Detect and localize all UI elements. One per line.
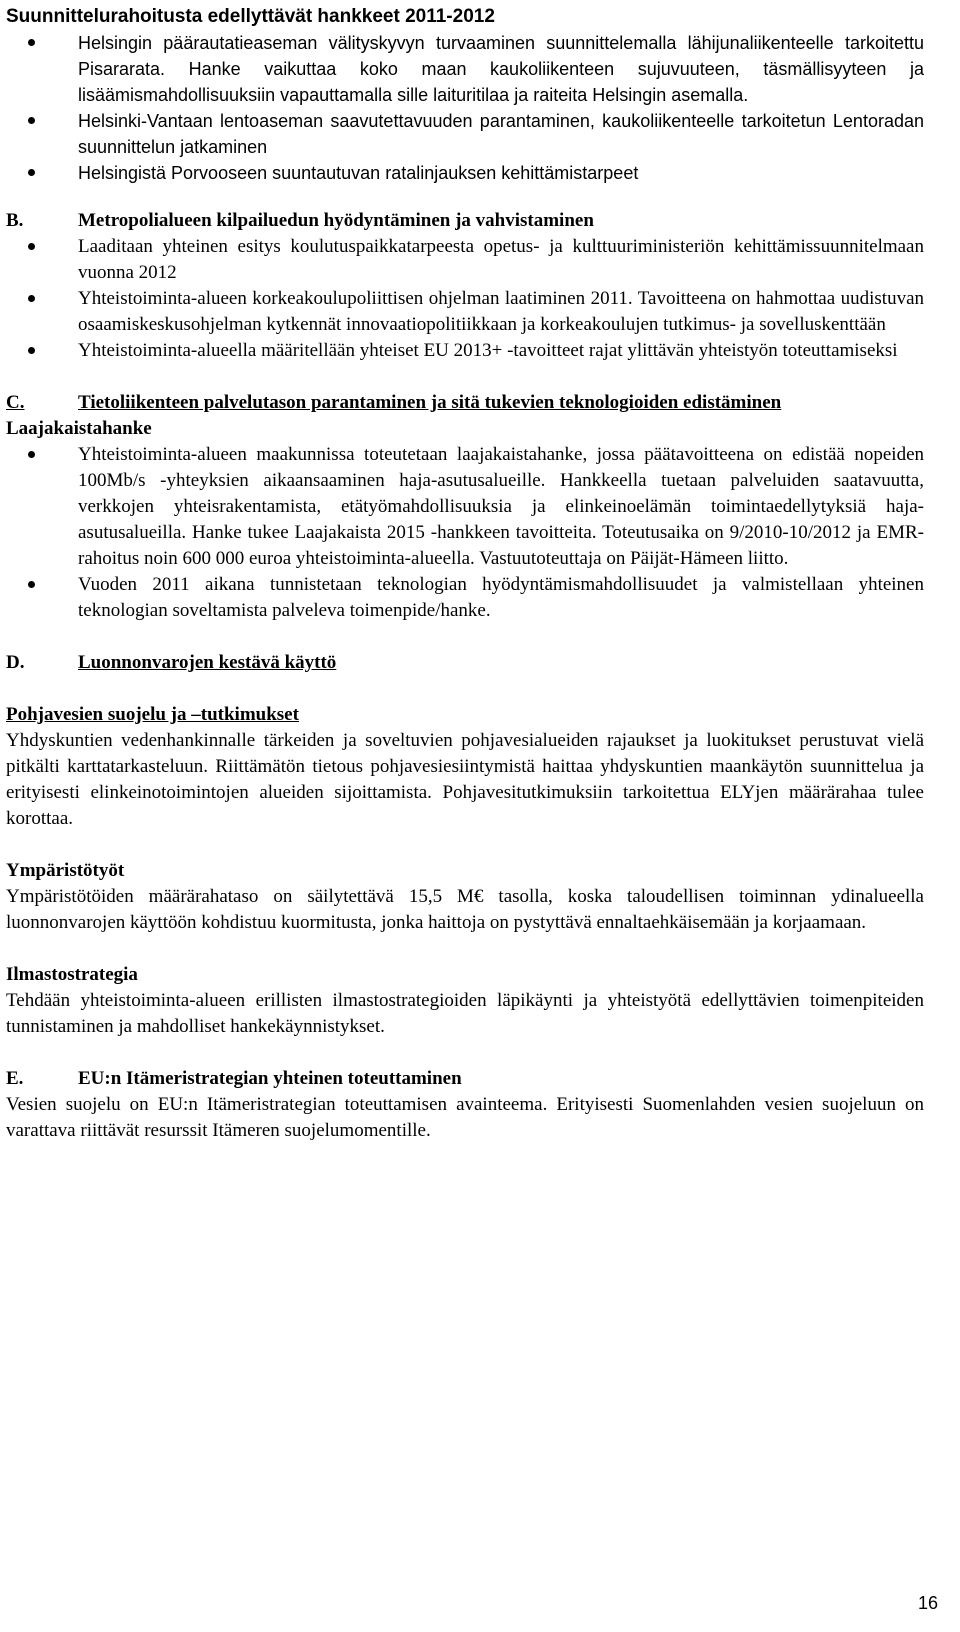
list-item xyxy=(6,160,924,186)
subsection-text: Yhdyskuntien vedenhankinnalle tärkeiden ja soveltuvien pohjavesialueiden rajaukset ja luokitukset perustuvat vielä pitkälti karttatarkasteluun. Riittämätön tietous pohjavesiesiintymistä haittaa yhdyskuntien maankäytön suunnittelua ja erityisesti elinkeinotoimintojen alueiden sijoittamista. Pohjavesitutkimuksiin tarkoitettua ELYjen määrärahaa tulee korottaa. xyxy=(6,730,924,829)
bullet-icon xyxy=(28,451,35,458)
section-c-heading xyxy=(6,390,924,416)
document-page xyxy=(6,4,924,1144)
section-e-heading xyxy=(6,1066,924,1092)
list-item-text: Vuoden 2011 aikana tunnistetaan teknologian hyödyntämismahdollisuudet ja valmistellaan yhteinen teknologian soveltamista palveleva toimenpide/hanke. xyxy=(78,574,924,621)
section-letter: B. xyxy=(6,210,24,231)
list-item xyxy=(6,108,924,160)
bullet-icon xyxy=(28,581,35,588)
section-b-bullet-list xyxy=(6,234,924,364)
bullet-icon xyxy=(28,295,35,302)
subsection-text: Tehdään yhteistoiminta-alueen erillisten ilmastostrategioiden läpikäynti ja yhteistyötä edellyttävien toimenpiteiden tunnistaminen ja mahdolliset hankekäynnistykset. xyxy=(6,990,924,1037)
section-c-subtitle: Laajakaistahanke xyxy=(6,418,152,439)
list-item xyxy=(6,442,924,572)
list-item-text: Yhteistoiminta-alueella määritellään yhteiset EU 2013+ -tavoitteet rajat ylittävän yhteistyön toteuttamiseksi xyxy=(78,340,898,361)
list-item xyxy=(6,338,924,364)
subsection-heading: Ilmastostrategia xyxy=(6,964,138,985)
bullet-icon xyxy=(28,117,35,124)
intro-bullet-list xyxy=(6,30,924,186)
subsection-text: Ympäristötöiden määrärahataso on säilytettävä 15,5 M€ tasolla, koska taloudellisen toiminnan ydinalueella luonnonvarojen käyttöön kohdistuu kuormitusta, jonka haittoja on pystyttävä ennaltaehkäisemään ja korjaamaan. xyxy=(6,886,924,933)
section-title: EU:n Itämeristrategian yhteinen toteuttaminen xyxy=(78,1068,462,1089)
intro-heading: Suunnittelurahoitusta edellyttävät hankkeet 2011-2012 xyxy=(6,6,495,27)
list-item-text: Helsingistä Porvooseen suuntautuvan ratalinjauksen kehittämistarpeet xyxy=(78,163,639,183)
section-title: Tietoliikenteen palvelutason parantaminen ja sitä tukevien teknologioiden edistäminen xyxy=(78,392,782,413)
subsection-heading: Ympäristötyöt xyxy=(6,860,125,881)
bullet-icon xyxy=(28,243,35,250)
bullet-icon xyxy=(28,347,35,354)
section-title: Luonnonvarojen kestävä käyttö xyxy=(78,652,337,673)
list-item xyxy=(6,572,924,624)
list-item-text: Yhteistoiminta-alueen korkeakoulupoliittisen ohjelman laatiminen 2011. Tavoitteena on hahmottaa uudistuvan osaamiskeskusohjelman kytkennät innovaatiopolitiikkaan ja korkeakoulujen tutkimus- ja sovelluskenttään xyxy=(78,288,924,335)
list-item xyxy=(6,234,924,286)
bullet-icon xyxy=(28,169,35,176)
section-letter: E. xyxy=(6,1068,24,1089)
section-b-heading xyxy=(6,208,924,234)
section-letter: D. xyxy=(6,652,25,673)
list-item xyxy=(6,286,924,338)
section-d-heading xyxy=(6,650,924,676)
list-item-text: Laaditaan yhteinen esitys koulutuspaikkatarpeesta opetus- ja kulttuuriministeriön kehittämissuunnitelmaan vuonna 2012 xyxy=(78,236,924,283)
section-e-text: Vesien suojelu on EU:n Itämeristrategian toteuttamisen avainteema. Erityisesti Suomenlahden vesien suojeluun on varattava riittävät resurssit Itämeren suojelumomentille. xyxy=(6,1094,924,1141)
list-item-text: Helsingin päärautatieaseman välityskyvyn turvaaminen suunnittelemalla lähijunaliikenteelle tarkoitettu Pisararata. Hanke vaikuttaa koko maan kaukoliikenteen sujuvuuteen, täsmällisyyteen ja lisäämismahdollisuuksiin vapauttamalla sille laituritilaa ja raiteita Helsingin asemalla. xyxy=(78,33,924,105)
list-item xyxy=(6,30,924,108)
section-title: Metropolialueen kilpailuedun hyödyntäminen ja vahvistaminen xyxy=(78,210,594,231)
page-number: 16 xyxy=(917,1593,938,1613)
section-letter: C. xyxy=(6,392,25,413)
list-item-text: Yhteistoiminta-alueen maakunnissa toteutetaan laajakaistahanke, jossa päätavoitteena on edistää nopeiden 100Mb/s -yhteyksien aikaansaaminen haja-asutusalueille. Hankkeella tuetaan palveluiden saatavuutta, verkkojen yhteisrakentamista, etätyömahdollisuuksia ja elinkeinoelämän toimintaedellytyksiä haja-asutusalueilla. Hanke tukee Laajakaista 2015 -hankkeen tavoitteita. Toteutusaika on 9/2010-10/2012 ja EMR-rahoitus noin 600 000 euroa yhteistoiminta-alueella. Vastuutoteuttaja on Päijät-Hämeen liitto. xyxy=(78,444,924,569)
list-item-text: Helsinki-Vantaan lentoaseman saavutettavuuden parantaminen, kaukoliikenteelle tarkoitetun Lentoradan suunnittelun jatkaminen xyxy=(78,111,924,157)
section-c-bullet-list xyxy=(6,442,924,624)
bullet-icon xyxy=(28,39,35,46)
subsection-heading: Pohjavesien suojelu ja –tutkimukset xyxy=(6,704,299,725)
